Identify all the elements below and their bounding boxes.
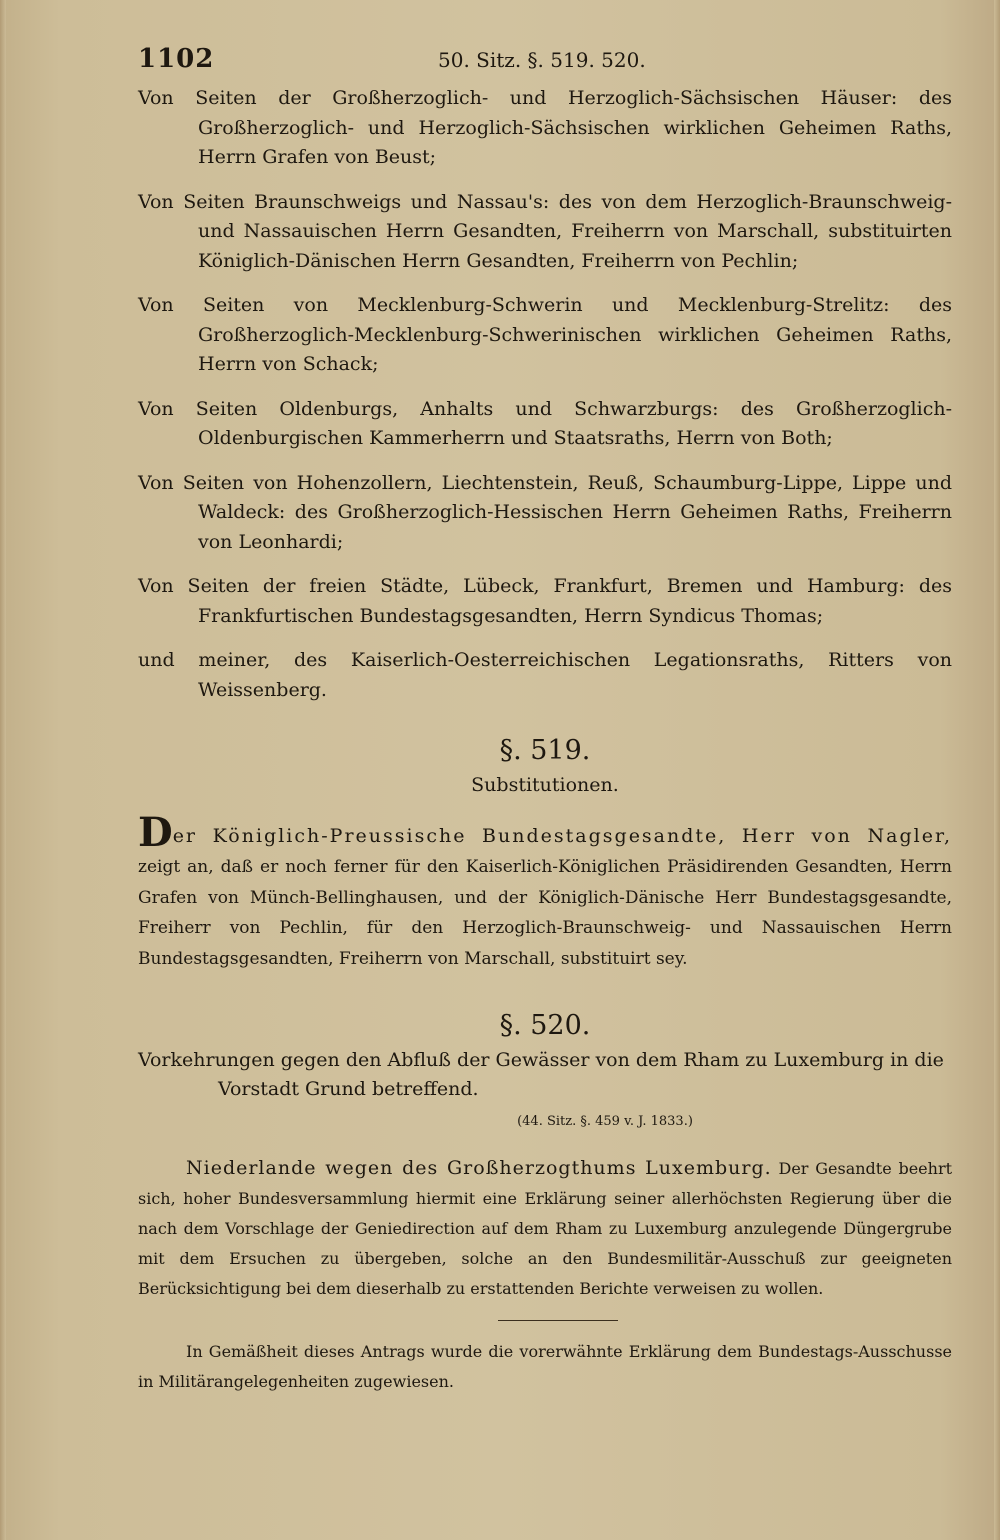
section-520-body: Der Gesandte beehrt sich, hoher Bundesversammlung hiermit eine Erklärung seiner allerhöchsten Regierung über die nach dem Vorschlage der Geniedirection auf dem Rham zu Luxemburg anzulegende Düngergrube mit dem Ersuchen zu übergeben, solche an den Bundesmilitär-Ausschuß zur geeigneten Berücksichtigung bei dem dieserhalb zu erstattenden Berichte verweisen zu wollen. [138, 1158, 953, 1298]
entry-austria [138, 646, 952, 705]
entry-hohenzollern [138, 469, 952, 558]
section-519-paragraph [138, 808, 952, 975]
page-edge-right [994, 0, 1000, 1540]
entry-lead: und meiner, [138, 649, 271, 671]
entry-text: des Frankfurtischen Bundestagsgesandten, Herrn Syndicus Thomas; [198, 575, 952, 627]
page-body [138, 84, 952, 1413]
entry-lead: Von Seiten von Hohenzollern, Liechtenstein, Reuß, Schaumburg-Lippe, Lippe und Waldeck: [138, 471, 952, 523]
section-520-number: §. 520. [499, 1010, 591, 1041]
section-520-reference: (44. Sitz. §. 459 v. J. 1833.) [517, 1114, 693, 1129]
section-520-note: In Gemäßheit dieses Antrags wurde die vorerwähnte Erklärung dem Bundestags-Ausschusse in Militärangelegenheiten zugewiesen. [138, 1341, 952, 1391]
entry-oldenburg-anhalt [138, 395, 952, 454]
page-header [138, 44, 950, 80]
section-519-lead: er Königlich-Preussische Bundestagsgesandte, Herr von Nagler, [172, 824, 952, 847]
entry-brunswick-nassau [138, 188, 952, 277]
section-519-number: §. 519. [499, 735, 591, 766]
entry-lead: Von Seiten der Großherzoglich- und Herzoglich-Sächsischen Häuser: [138, 87, 898, 109]
entry-lead: Von Seiten Oldenburgs, Anhalts und Schwarzburgs: [138, 397, 719, 420]
entry-lead: Von Seiten der freien Städte, Lübeck, Frankfurt, Bremen und Hamburg: [138, 575, 905, 597]
entry-lead: Von Seiten von Mecklenburg-Schwerin und Mecklenburg-Strelitz: [138, 294, 890, 316]
entry-text: des von dem Herzoglich-Braunschweig- und Nassauischen Herrn Gesandten, Freiherrn von Marschall, substituirten Königlich-Dänischen Herrn Gesandten, Freiherrn von Pechlin; [198, 190, 952, 272]
running-head: 50. Sitz. §. 519. 520. [438, 48, 646, 72]
entry-saxon-houses [138, 84, 952, 173]
section-519-subtitle: Substitutionen. [471, 774, 619, 796]
separator-rule [498, 1320, 618, 1321]
page-number: 1102 [138, 44, 215, 74]
entry-text: des Großherzoglich-Mecklenburg-Schwerinischen wirklichen Geheimen Raths, Herrn von Schack; [198, 294, 952, 375]
entry-text: des Großherzoglich-Hessischen Herrn Geheimen Raths, Freiherrn von Leonhardi; [198, 501, 952, 553]
entry-text: des Kaiserlich-Oesterreichischen Legationsraths, Ritters von Weissenberg. [198, 649, 953, 701]
page-edge-left [0, 0, 6, 1540]
entry-mecklenburg [138, 291, 952, 380]
section-519-body: zeigt an, daß er noch ferner für den Kaiserlich-Königlichen Präsidirenden Gesandten, Herrn Grafen von Münch-Bellinghausen, und der Königlich-Dänische Herr Bundestagsgesandte, Freiherr von Pechlin, für den Herzoglich-Braunschweig- und Nassauischen Herrn Bundestagsgesandten, Freiherrn von Marschall, substituirt sey. [138, 857, 952, 969]
section-520-lead: Niederlande wegen des Großherzogthums Luxemburg. [186, 1156, 772, 1179]
entry-text: des Großherzoglich-Oldenburgischen Kammerherrn und Staatsraths, Herrn von Both; [198, 397, 953, 449]
section-520-heading: Vorkehrungen gegen den Abfluß der Gewässer von dem Rham zu Luxemburg in die Vorstadt Grund betreffend. [138, 1049, 944, 1100]
entry-lead: Von Seiten Braunschweigs und Nassau's: [138, 190, 550, 213]
drop-cap: D [138, 808, 173, 856]
entry-text: des Großherzoglich- und Herzoglich-Sächsischen wirklichen Geheimen Raths, Herrn Grafen von Beust; [198, 87, 953, 168]
entry-free-cities [138, 572, 952, 631]
section-520-paragraph [138, 1153, 952, 1304]
